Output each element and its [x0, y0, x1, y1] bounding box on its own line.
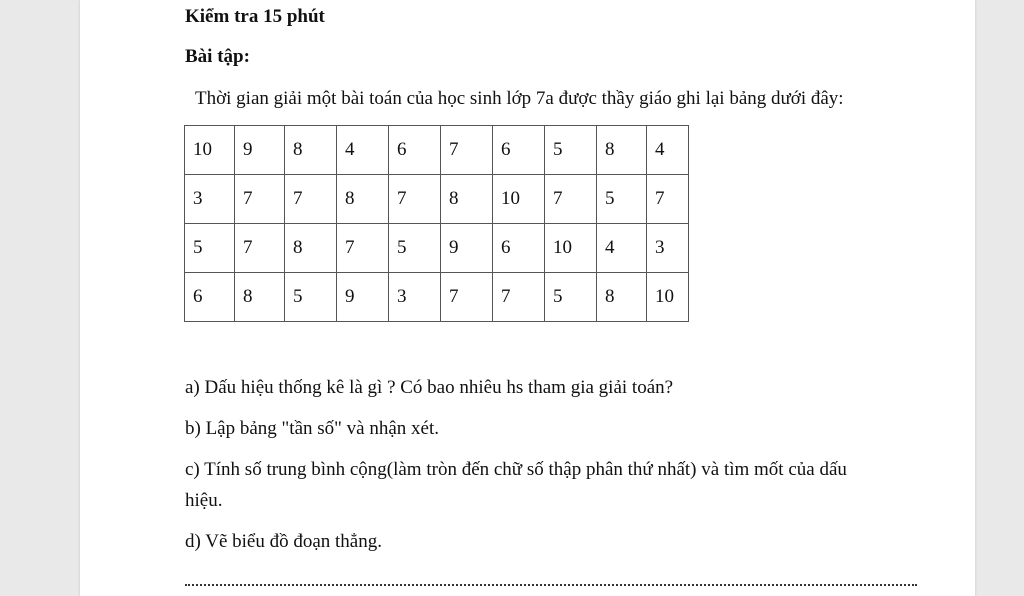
- table-cell: 10: [185, 126, 235, 175]
- table-cell: 10: [647, 273, 689, 322]
- document-page: [80, 0, 975, 596]
- table-cell: 8: [597, 126, 647, 175]
- table-cell: 7: [441, 273, 493, 322]
- question-c-line1: c) Tính số trung bình cộng(làm tròn đến chữ số thập phân thứ nhất) và tìm mốt của dấu: [185, 459, 847, 480]
- table-cell: 5: [389, 224, 441, 273]
- table-cell: 8: [441, 175, 493, 224]
- table-row: [185, 126, 689, 175]
- table-cell: 8: [337, 175, 389, 224]
- table-cell: 7: [285, 175, 337, 224]
- table-cell: 7: [647, 175, 689, 224]
- question-c-line2: hiệu.: [185, 490, 223, 511]
- question-b: b) Lập bảng "tần số" và nhận xét.: [185, 418, 439, 439]
- table-cell: 7: [389, 175, 441, 224]
- table-cell: 5: [545, 126, 597, 175]
- table-cell: 8: [285, 126, 337, 175]
- document-title: Kiểm tra 15 phút: [185, 6, 325, 27]
- problem-intro: Thời gian giải một bài toán của học sinh lớp 7a được thầy giáo ghi lại bảng dưới đây:: [195, 88, 844, 109]
- table-cell: 8: [285, 224, 337, 273]
- question-a: a) Dấu hiệu thống kê là gì ? Có bao nhiêu hs tham gia giải toán?: [185, 377, 674, 398]
- table-cell: 5: [545, 273, 597, 322]
- table-cell: 4: [337, 126, 389, 175]
- question-d: d) Vẽ biểu đồ đoạn thẳng.: [185, 531, 382, 552]
- table-cell: 9: [337, 273, 389, 322]
- table-cell: 7: [337, 224, 389, 273]
- table-cell: 5: [597, 175, 647, 224]
- table-cell: 6: [185, 273, 235, 322]
- table-cell: 7: [235, 224, 285, 273]
- data-table: [184, 125, 689, 322]
- table-cell: 8: [597, 273, 647, 322]
- table-cell: 4: [597, 224, 647, 273]
- dotted-answer-line: [185, 584, 917, 586]
- table-row: [185, 175, 689, 224]
- table-cell: 3: [185, 175, 235, 224]
- data-table-body: [185, 126, 689, 322]
- table-cell: 7: [493, 273, 545, 322]
- section-heading: Bài tập:: [185, 46, 250, 67]
- table-cell: 9: [441, 224, 493, 273]
- table-row: [185, 224, 689, 273]
- table-cell: 3: [647, 224, 689, 273]
- table-row: [185, 273, 689, 322]
- table-cell: 7: [545, 175, 597, 224]
- table-cell: 6: [389, 126, 441, 175]
- table-cell: 5: [185, 224, 235, 273]
- table-cell: 10: [545, 224, 597, 273]
- table-cell: 7: [441, 126, 493, 175]
- table-cell: 8: [235, 273, 285, 322]
- table-cell: 7: [235, 175, 285, 224]
- table-cell: 3: [389, 273, 441, 322]
- table-cell: 4: [647, 126, 689, 175]
- table-cell: 9: [235, 126, 285, 175]
- table-cell: 6: [493, 224, 545, 273]
- table-cell: 6: [493, 126, 545, 175]
- table-cell: 5: [285, 273, 337, 322]
- table-cell: 10: [493, 175, 545, 224]
